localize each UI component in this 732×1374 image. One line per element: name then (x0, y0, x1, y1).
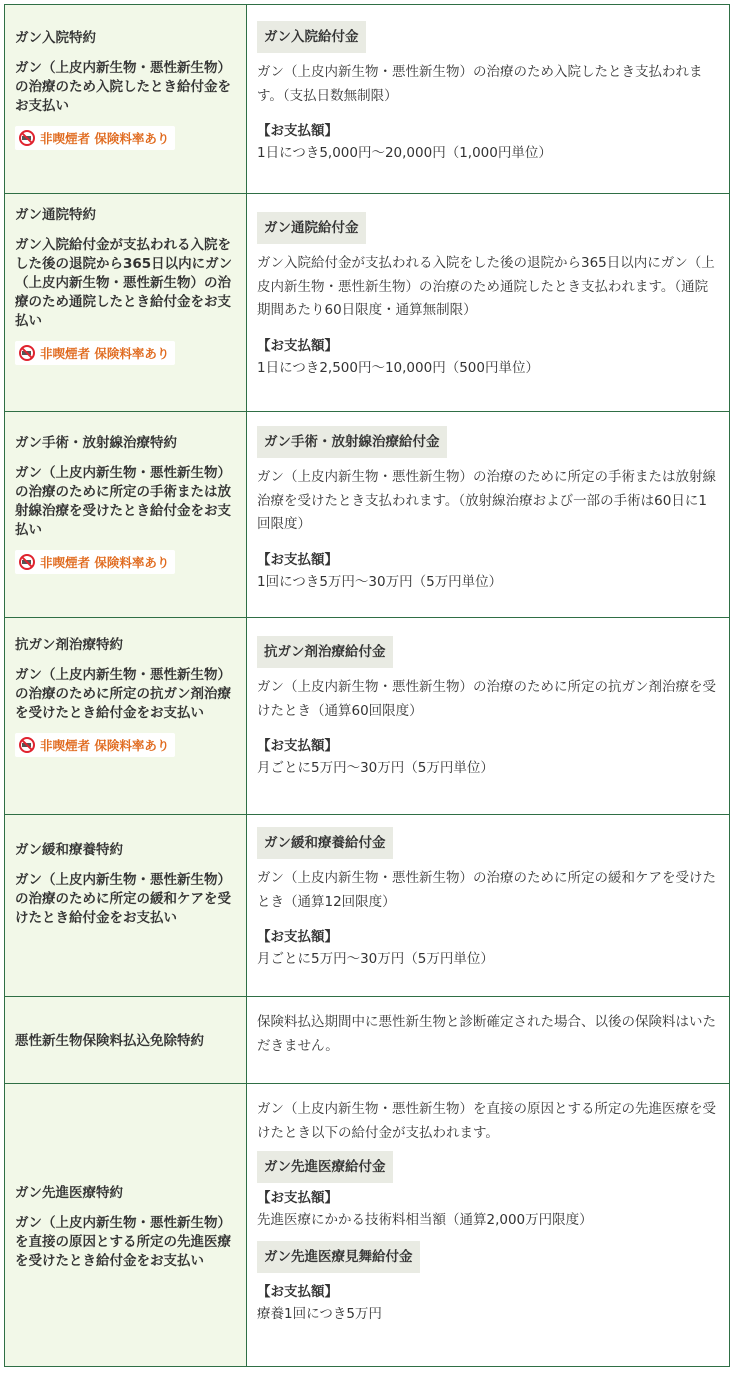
rider-cell (5, 5, 247, 193)
amount-value: 1日につき2,500円～10,000円（500円単位） (257, 359, 539, 376)
non-smoker-badge (15, 126, 175, 150)
amount-label-secondary: 【お支払額】 (257, 1284, 338, 1300)
no-smoking-icon (19, 345, 35, 361)
amount-label: 【お支払額】 (257, 551, 338, 568)
amount-label: 【お支払額】 (257, 738, 338, 754)
benefit-cell (247, 5, 730, 193)
no-smoking-icon (19, 737, 35, 753)
no-smoking-icon (19, 554, 35, 570)
benefit-title-secondary: ガン先進医療見舞給付金 (257, 1241, 420, 1273)
rider-description: ガン（上皮内新生物・悪性新生物）の治療のため入院したとき給付金をお支払い (15, 60, 231, 114)
badge-label: 非喫煙者 保険料率あり (40, 555, 170, 570)
amount-label: 【お支払額】 (257, 929, 338, 945)
amount-value-secondary: 療養1回につき5万円 (257, 1306, 382, 1322)
table-row (5, 618, 730, 815)
rider-cell (5, 997, 247, 1083)
rider-name: 悪性新生物保険料払込免除特約 (15, 1033, 204, 1049)
benefit-cell (247, 618, 730, 814)
benefit-title: ガン入院給付金 (257, 21, 366, 53)
benefit-cell (247, 815, 730, 996)
amount-label: 【お支払額】 (257, 1190, 338, 1206)
benefit-title: ガン手術・放射線治療給付金 (257, 426, 447, 458)
amount-label: 【お支払額】 (257, 123, 338, 139)
benefit-text: ガン（上皮内新生物・悪性新生物）の治療のために所定の手術または放射線治療を受けたとき支払われます。（放射線治療および一部の手術は60日に1回限度） (257, 469, 716, 532)
amount-label: 【お支払額】 (257, 337, 338, 354)
amount-value: 1回につき5万円～30万円（5万円単位） (257, 573, 503, 590)
benefit-cell (247, 412, 730, 617)
rider-description: ガン（上皮内新生物・悪性新生物）を直接の原因とする所定の先進医療を受けたとき給付金をお支払い (15, 1214, 231, 1269)
rider-cell (5, 194, 247, 411)
rider-cell (5, 1084, 247, 1366)
rider-name: ガン緩和療養特約 (15, 842, 123, 858)
amount-value: 1日につき5,000円～20,000円（1,000円単位） (257, 145, 552, 161)
non-smoker-badge (15, 733, 175, 757)
rider-name: ガン手術・放射線治療特約 (15, 435, 177, 451)
amount-value: 先進医療にかかる技術料相当額（通算2,000万円限度） (257, 1212, 593, 1228)
rider-table (4, 4, 730, 1367)
rider-name: ガン先進医療特約 (15, 1184, 123, 1201)
table-row (5, 412, 730, 618)
table-row (5, 1084, 730, 1367)
rider-name: ガン入院特約 (15, 30, 96, 46)
rider-name: 抗ガン剤治療特約 (15, 637, 123, 653)
benefit-cell (247, 1084, 730, 1366)
rider-cell (5, 618, 247, 814)
benefit-title: ガン緩和療養給付金 (257, 827, 393, 859)
no-smoking-icon (19, 130, 35, 146)
amount-value: 月ごとに5万円～30万円（5万円単位） (257, 760, 494, 776)
table-row (5, 5, 730, 194)
benefit-text: ガン入院給付金が支払われる入院をした後の退院から365日以内にガン（上皮内新生物・悪性新生物）の治療のため通院したとき支払われます。（通院期間あたり60日限度・通算無制限） (257, 255, 715, 318)
benefit-cell (247, 997, 730, 1083)
rider-description: ガン（上皮内新生物・悪性新生物）の治療のために所定の抗ガン剤治療を受けたとき給付金をお支払い (15, 667, 231, 721)
badge-label: 非喫煙者 保険料率あり (40, 131, 170, 146)
badge-label: 非喫煙者 保険料率あり (40, 346, 170, 361)
benefit-text: ガン（上皮内新生物・悪性新生物）の治療のため入院したとき支払われます。（支払日数無制限） (257, 64, 703, 104)
table-row (5, 194, 730, 412)
benefit-title: 抗ガン剤治療給付金 (257, 636, 393, 668)
rider-description: ガン入院給付金が支払われる入院をした後の退院から365日以内にガン（上皮内新生物・悪性新生物）の治療のため通院したとき給付金をお支払い (15, 237, 233, 329)
benefit-title: ガン通院給付金 (257, 212, 366, 244)
benefit-text: ガン（上皮内新生物・悪性新生物）の治療のために所定の抗ガン剤治療を受けたとき（通算60回限度） (257, 679, 716, 719)
badge-label: 非喫煙者 保険料率あり (40, 738, 170, 753)
benefit-text: ガン（上皮内新生物・悪性新生物）の治療のために所定の緩和ケアを受けたとき（通算12回限度） (257, 870, 716, 910)
rider-description: ガン（上皮内新生物・悪性新生物）の治療のために所定の緩和ケアを受けたとき給付金をお支払い (15, 872, 231, 926)
non-smoker-badge (15, 341, 175, 365)
rider-cell (5, 815, 247, 996)
benefit-cell (247, 194, 730, 411)
benefit-intro: ガン（上皮内新生物・悪性新生物）を直接の原因とする所定の先進医療を受けたとき以下の給付金が支払われます。 (257, 1101, 716, 1141)
table-row (5, 997, 730, 1084)
table-row (5, 815, 730, 997)
amount-value: 月ごとに5万円～30万円（5万円単位） (257, 951, 494, 967)
benefit-title: ガン先進医療給付金 (257, 1151, 393, 1183)
benefit-text: 保険料払込期間中に悪性新生物と診断確定された場合、以後の保険料はいただきません。 (257, 1014, 716, 1054)
rider-name: ガン通院特約 (15, 207, 96, 223)
rider-cell (5, 412, 247, 617)
rider-description: ガン（上皮内新生物・悪性新生物）の治療のために所定の手術または放射線治療を受けたとき給付金をお支払い (15, 465, 231, 538)
non-smoker-badge (15, 550, 175, 574)
